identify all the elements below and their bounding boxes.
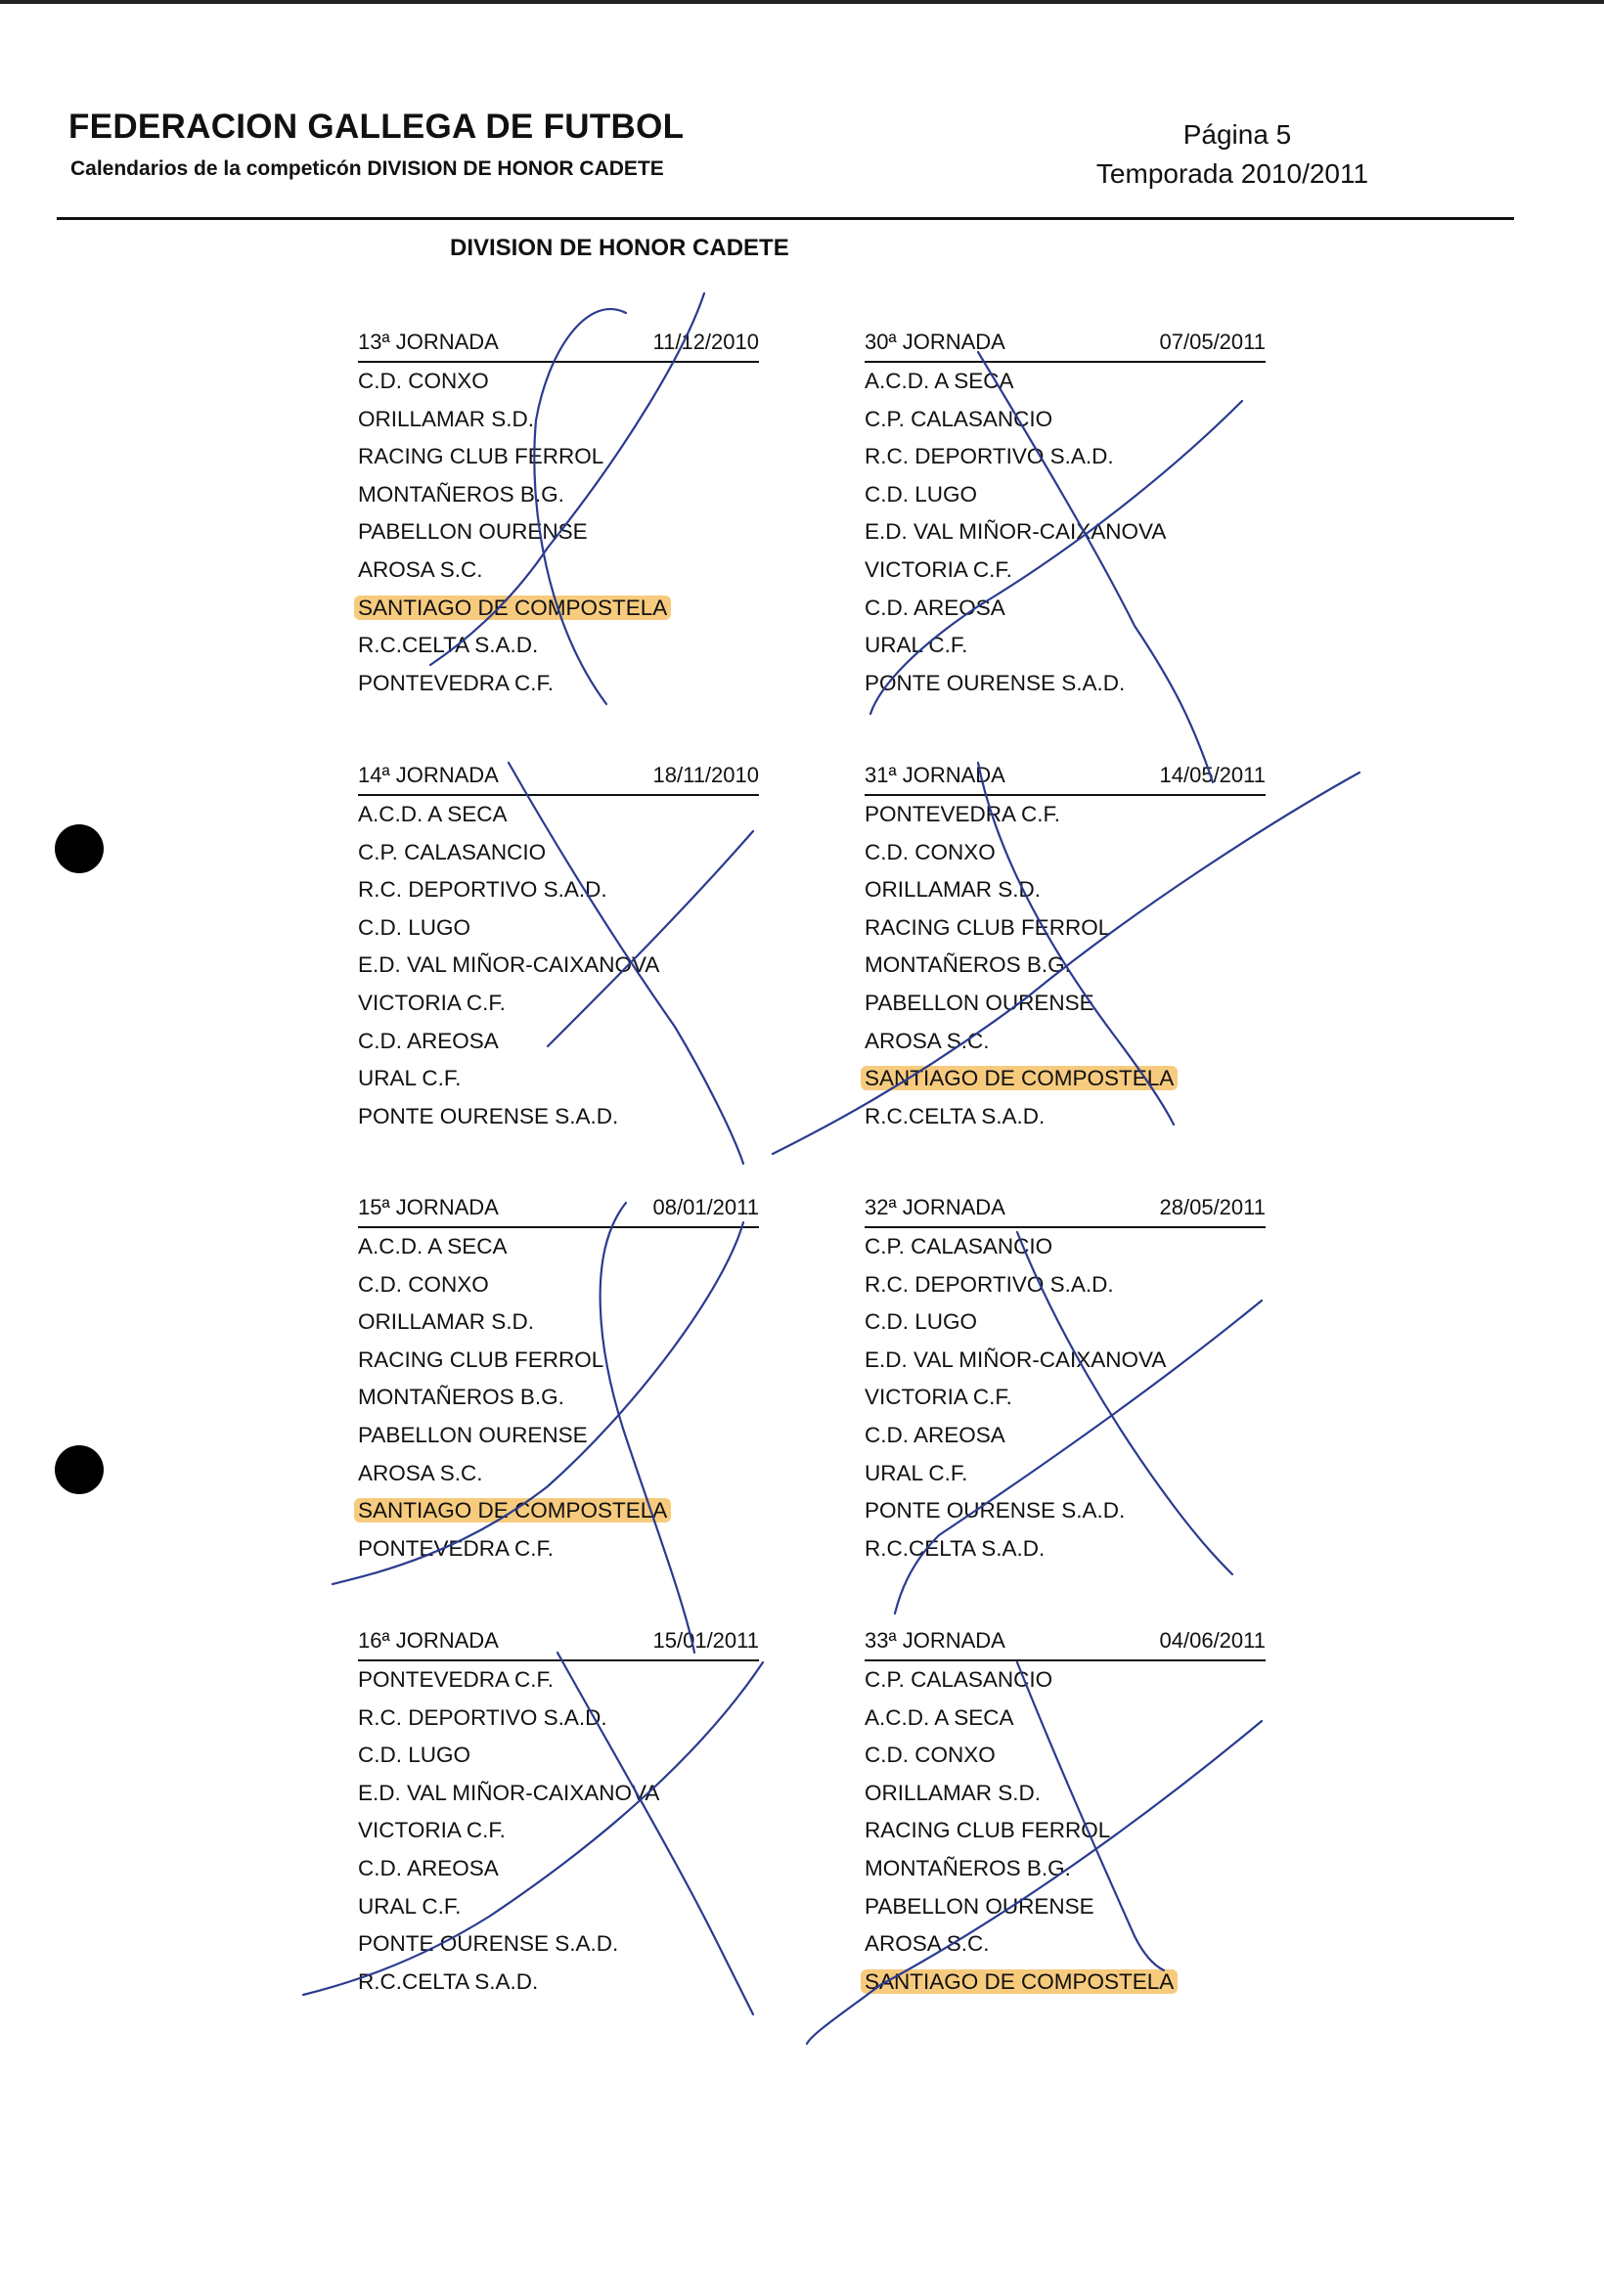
page-number: Página 5 <box>1182 119 1292 150</box>
round-block <box>358 761 759 1135</box>
round-date: 28/05/2011 <box>1159 1195 1266 1219</box>
team-name: PONTE OURENSE S.A.D. <box>865 670 1126 695</box>
team-name: C.D. LUGO <box>358 1743 471 1768</box>
round-label: 32ª JORNADA <box>865 1195 1005 1219</box>
team-name: MONTAÑEROS B.G. <box>358 481 564 507</box>
team-name: RACING CLUB FERROL <box>358 444 604 469</box>
team-entry <box>358 1098 759 1136</box>
team-entry <box>358 438 759 476</box>
team-entry <box>358 1888 759 1926</box>
team-entry <box>865 1266 1266 1304</box>
team-name: C.P. CALASANCIO <box>865 1234 1053 1258</box>
team-name: RACING CLUB FERROL <box>358 1347 604 1372</box>
season-label: Temporada 2010/2011 <box>1095 158 1369 189</box>
round-block <box>865 1193 1266 1567</box>
team-entry <box>358 1964 759 2002</box>
team-entry <box>865 1417 1266 1455</box>
team-name: ORILLAMAR S.D. <box>358 1309 535 1335</box>
team-name: C.D. AREOSA <box>358 1028 499 1053</box>
team-entry <box>865 1098 1266 1136</box>
team-entry <box>865 1342 1266 1380</box>
team-entry <box>358 363 759 401</box>
team-entry <box>865 401 1266 439</box>
round-block <box>865 328 1266 702</box>
punch-hole <box>55 1445 104 1494</box>
round-label: 14ª JORNADA <box>358 763 499 787</box>
team-entry <box>865 796 1266 834</box>
section-title: DIVISION DE HONOR CADETE <box>450 235 789 261</box>
team-name: E.D. VAL MIÑOR-CAIXANOVA <box>358 952 660 978</box>
team-entry <box>358 1023 759 1061</box>
round-date: 15/01/2011 <box>652 1628 759 1653</box>
team-name: VICTORIA C.F. <box>358 990 506 1015</box>
team-list <box>358 1661 759 2001</box>
round-block <box>358 1193 759 1567</box>
team-entry <box>358 1342 759 1380</box>
team-name: AROSA S.C. <box>865 1931 990 1957</box>
team-name: VICTORIA C.F. <box>865 556 1012 582</box>
team-entry <box>865 627 1266 665</box>
team-name: URAL C.F. <box>358 1066 462 1091</box>
round-date: 07/05/2011 <box>1159 330 1266 354</box>
team-entry <box>358 1266 759 1304</box>
round-date: 18/11/2010 <box>652 763 759 787</box>
team-list <box>865 1661 1266 2001</box>
team-name: MONTAÑEROS B.G. <box>865 952 1071 978</box>
team-name: A.C.D. A SECA <box>358 802 508 826</box>
team-name: AROSA S.C. <box>865 1028 990 1053</box>
team-name: SANTIAGO DE COMPOSTELA <box>861 1969 1178 1994</box>
round-label: 16ª JORNADA <box>358 1628 499 1653</box>
team-entry <box>358 1455 759 1493</box>
team-name: RACING CLUB FERROL <box>865 1818 1111 1843</box>
team-entry <box>865 1700 1266 1738</box>
team-name: C.D. CONXO <box>358 369 489 393</box>
round-date: 08/01/2011 <box>652 1195 759 1219</box>
round-label: 15ª JORNADA <box>358 1195 499 1219</box>
team-entry <box>358 1775 759 1813</box>
team-name: E.D. VAL MIÑOR-CAIXANOVA <box>358 1780 660 1805</box>
round-date: 14/05/2011 <box>1159 763 1266 787</box>
team-entry <box>358 1812 759 1850</box>
round-block <box>358 1626 759 2001</box>
team-name: ORILLAMAR S.D. <box>865 1780 1042 1805</box>
team-name: URAL C.F. <box>865 1460 968 1485</box>
team-name: URAL C.F. <box>358 1893 462 1919</box>
round-header <box>865 761 1266 796</box>
round-label: 13ª JORNADA <box>358 330 499 354</box>
team-entry <box>865 665 1266 703</box>
team-name: C.D. AREOSA <box>358 1855 499 1880</box>
team-entry <box>865 1023 1266 1061</box>
team-name: VICTORIA C.F. <box>358 1818 506 1843</box>
team-name: MONTAÑEROS B.G. <box>865 1855 1071 1880</box>
team-entry <box>358 909 759 948</box>
team-entry <box>865 1737 1266 1775</box>
round-date: 11/12/2010 <box>652 330 759 354</box>
team-name: PONTEVEDRA C.F. <box>358 1667 555 1692</box>
round-header <box>865 1193 1266 1228</box>
team-entry <box>865 1379 1266 1417</box>
team-entry <box>358 1661 759 1700</box>
round-header <box>865 1626 1266 1661</box>
team-entry <box>358 552 759 590</box>
team-name: PABELLON OURENSE <box>358 1422 588 1447</box>
team-name: MONTAÑEROS B.G. <box>358 1385 564 1410</box>
team-entry <box>358 985 759 1023</box>
round-header <box>358 328 759 363</box>
team-entry <box>358 1060 759 1098</box>
round-date: 04/06/2011 <box>1159 1628 1266 1653</box>
round-block <box>865 761 1266 1135</box>
team-name: E.D. VAL MIÑOR-CAIXANOVA <box>865 1347 1167 1372</box>
team-name: R.C. DEPORTIVO S.A.D. <box>865 444 1114 469</box>
team-name: A.C.D. A SECA <box>865 1704 1014 1730</box>
team-entry <box>865 947 1266 985</box>
team-entry <box>865 513 1266 552</box>
round-header <box>358 761 759 796</box>
team-entry <box>865 985 1266 1023</box>
team-name: R.C.CELTA S.A.D. <box>358 633 539 658</box>
team-entry <box>865 1303 1266 1342</box>
team-entry <box>358 796 759 834</box>
round-label: 31ª JORNADA <box>865 763 1005 787</box>
team-entry <box>865 1775 1266 1813</box>
team-entry <box>358 871 759 909</box>
team-entry <box>865 1925 1266 1964</box>
team-entry <box>865 590 1266 628</box>
team-name: C.D. LUGO <box>865 481 978 507</box>
team-name: E.D. VAL MIÑOR-CAIXANOVA <box>865 519 1167 545</box>
team-entry <box>865 552 1266 590</box>
team-entry <box>358 1303 759 1342</box>
team-entry <box>865 1455 1266 1493</box>
team-name: RACING CLUB FERROL <box>865 914 1111 940</box>
round-block <box>865 1626 1266 2001</box>
round-block <box>358 328 759 702</box>
team-entry <box>358 1530 759 1568</box>
team-name: C.D. CONXO <box>358 1271 489 1297</box>
team-entry <box>865 1060 1266 1098</box>
team-entry <box>865 438 1266 476</box>
team-name: C.D. CONXO <box>865 1743 996 1768</box>
round-label: 33ª JORNADA <box>865 1628 1005 1653</box>
team-list <box>358 1228 759 1567</box>
team-name: PONTEVEDRA C.F. <box>358 670 555 695</box>
team-name: C.D. AREOSA <box>865 595 1005 620</box>
team-entry <box>865 1228 1266 1266</box>
team-entry <box>358 1492 759 1530</box>
team-entry <box>865 1661 1266 1700</box>
round-header <box>865 328 1266 363</box>
team-name: PONTE OURENSE S.A.D. <box>865 1498 1126 1523</box>
team-name: C.P. CALASANCIO <box>865 1667 1053 1692</box>
team-name: PONTEVEDRA C.F. <box>358 1535 555 1561</box>
team-name: SANTIAGO DE COMPOSTELA <box>861 1066 1178 1090</box>
team-name: PONTE OURENSE S.A.D. <box>358 1103 619 1128</box>
team-name: C.D. LUGO <box>865 1309 978 1335</box>
team-name: C.D. AREOSA <box>865 1422 1005 1447</box>
team-list <box>865 363 1266 702</box>
team-entry <box>358 590 759 628</box>
team-name: ORILLAMAR S.D. <box>865 877 1042 903</box>
team-entry <box>358 476 759 514</box>
team-entry <box>865 909 1266 948</box>
team-entry <box>865 1530 1266 1568</box>
team-name: ORILLAMAR S.D. <box>358 406 535 431</box>
team-entry <box>358 627 759 665</box>
team-entry <box>358 1379 759 1417</box>
team-name: PABELLON OURENSE <box>358 519 588 545</box>
team-entry <box>358 1737 759 1775</box>
team-entry <box>865 1492 1266 1530</box>
team-entry <box>865 871 1266 909</box>
team-entry <box>865 1850 1266 1888</box>
team-name: C.P. CALASANCIO <box>358 839 547 864</box>
team-name: R.C.CELTA S.A.D. <box>865 1103 1046 1128</box>
round-header <box>358 1193 759 1228</box>
team-name: PONTEVEDRA C.F. <box>865 802 1061 826</box>
team-entry <box>358 1850 759 1888</box>
team-name: A.C.D. A SECA <box>865 369 1014 393</box>
team-name: PABELLON OURENSE <box>865 1893 1094 1919</box>
team-list <box>865 1228 1266 1567</box>
team-list <box>358 363 759 702</box>
team-entry <box>358 513 759 552</box>
team-entry <box>865 1888 1266 1926</box>
team-name: VICTORIA C.F. <box>865 1385 1012 1410</box>
document-title: FEDERACION GALLEGA DE FUTBOL <box>68 108 685 146</box>
team-list <box>358 796 759 1135</box>
team-name: C.D. LUGO <box>358 914 471 940</box>
team-name: SANTIAGO DE COMPOSTELA <box>354 1498 671 1523</box>
team-entry <box>358 1228 759 1266</box>
team-list <box>865 796 1266 1135</box>
team-entry <box>865 1812 1266 1850</box>
team-name: PABELLON OURENSE <box>865 990 1094 1015</box>
round-label: 30ª JORNADA <box>865 330 1005 354</box>
team-name: PONTE OURENSE S.A.D. <box>358 1931 619 1957</box>
top-rule <box>0 0 1604 4</box>
team-entry <box>358 1417 759 1455</box>
team-entry <box>358 1925 759 1964</box>
team-name: AROSA S.C. <box>358 1460 483 1485</box>
document-subtitle: Calendarios de la competicón DIVISION DE HONOR CADETE <box>70 157 664 180</box>
header-divider <box>57 217 1514 220</box>
team-name: C.P. CALASANCIO <box>865 406 1053 431</box>
team-name: R.C. DEPORTIVO S.A.D. <box>358 877 607 903</box>
team-entry <box>358 401 759 439</box>
team-name: R.C.CELTA S.A.D. <box>865 1535 1046 1561</box>
round-header <box>358 1626 759 1661</box>
team-entry <box>865 1964 1266 2002</box>
team-entry <box>865 476 1266 514</box>
team-name: A.C.D. A SECA <box>358 1234 508 1258</box>
team-name: R.C.CELTA S.A.D. <box>358 1968 539 1994</box>
team-entry <box>865 834 1266 872</box>
team-name: URAL C.F. <box>865 633 968 658</box>
team-name: C.D. CONXO <box>865 839 996 864</box>
team-entry <box>358 834 759 872</box>
team-name: R.C. DEPORTIVO S.A.D. <box>358 1704 607 1730</box>
team-entry <box>358 947 759 985</box>
team-entry <box>358 1700 759 1738</box>
team-name: AROSA S.C. <box>358 556 483 582</box>
team-name: SANTIAGO DE COMPOSTELA <box>354 596 671 620</box>
team-name: R.C. DEPORTIVO S.A.D. <box>865 1271 1114 1297</box>
team-entry <box>865 363 1266 401</box>
team-entry <box>358 665 759 703</box>
punch-hole <box>55 824 104 873</box>
